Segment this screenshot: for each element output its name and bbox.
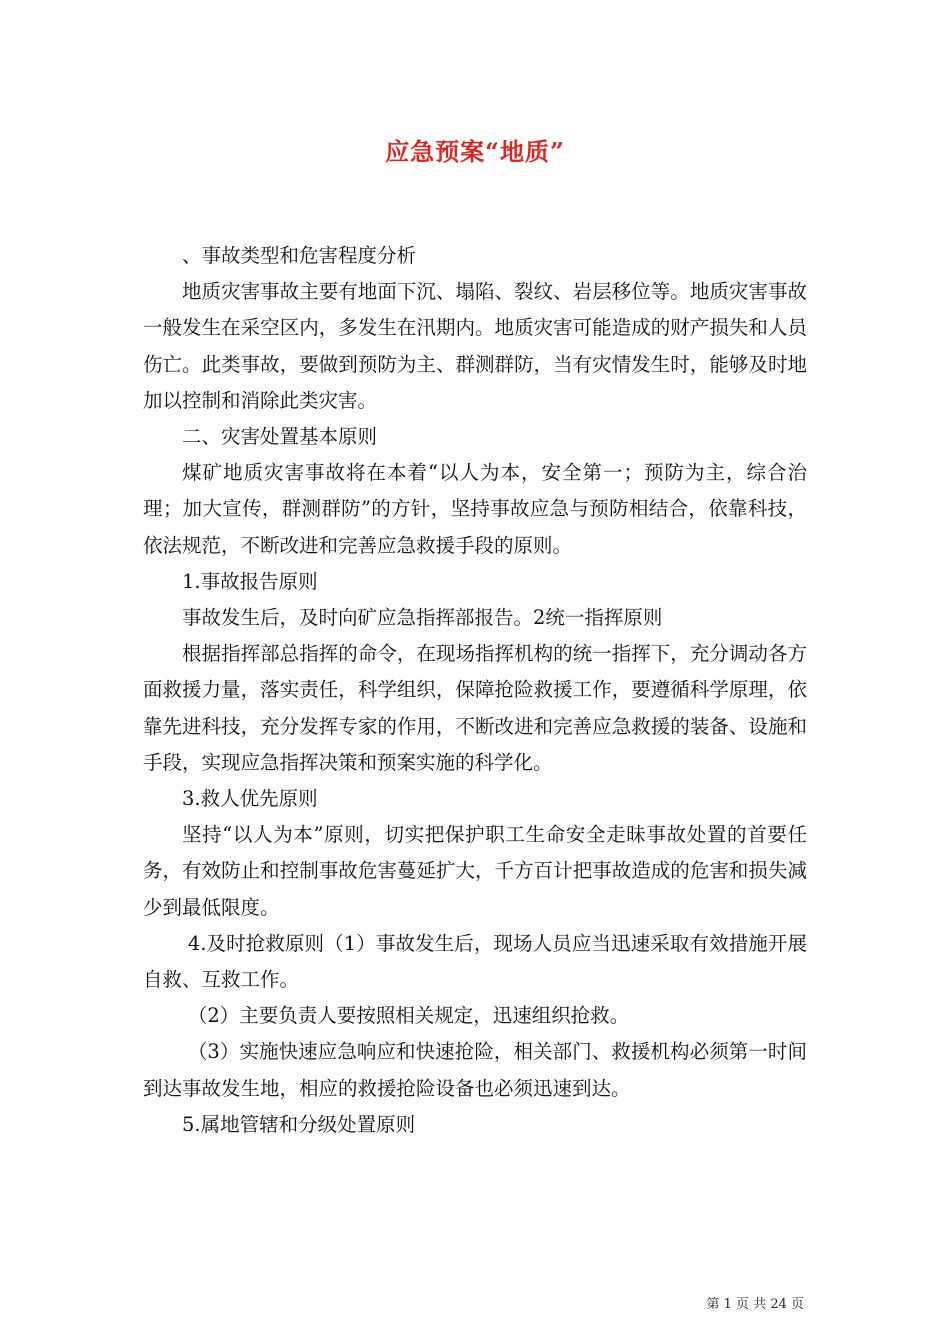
section-heading-principles: 二、灾害处置基本原则 (182, 425, 378, 449)
subheading-report-principle: 1.事故报告原则 (182, 569, 318, 593)
document-title: 应急预案“地质” (385, 137, 565, 166)
page-number: 第 1 页 共 24 页 (706, 1297, 804, 1312)
section-heading-accident-types: 、事故类型和危害程度分析 (182, 244, 417, 267)
paragraph-timely-rescue: 4.及时抢救原则（1）事故发生后，现场人员应当迅速采取有效措施开展自救、互救工作。 (143, 931, 807, 992)
document-body (143, 238, 807, 1143)
paragraph-unified-command: 根据指挥部总指挥的命令，在现场指挥机构的统一指挥下，充分调动各方面救援力量，落实责任，科学组织，保障抢险救援工作，要遵循科学原理，依靠先进科技，充分发挥专家的作用，不断改进和完善应急救援的装备、设施和手段，实现应急指挥决策和预案实施的科学化。 (143, 642, 807, 774)
paragraph-leader-organize: （2）主要负责人要按照相关规定，迅速组织抢救。 (187, 1004, 630, 1028)
paragraph-hazard-description: 地质灾害事故主要有地面下沉、塌陷、裂纹、岩层移位等。地质灾害事故一般发生在采空区内，多发生在汛期内。地质灾害可能造成的财产损失和人员伤亡。此类事故，要做到预防为主、群测群防，当有灾情发生时，能够及时地加以控制和消除此类灾害。 (143, 280, 807, 412)
paragraph-fast-response: （3）实施快速应急响应和快速抢险，相关部门、救援机构必须第一时间到达事故发生地，相应的救援抢险设备也必须迅速到达。 (143, 1040, 807, 1100)
subheading-territorial-jurisdiction: 5.属地管辖和分级处置原则 (182, 1112, 416, 1136)
subheading-rescue-priority: 3.救人优先原则 (182, 787, 318, 811)
paragraph-report-principle: 事故发生后，及时向矿应急指挥部报告。2统一指挥原则 (182, 606, 663, 630)
paragraph-rescue-priority: 坚持“以人为本”原则，切实把保护职工生命安全走昧事故处置的首要任务，有效防止和控制事故危害蔓延扩大，千方百计把事故造成的危害和损失减少到最低限度。 (143, 823, 807, 919)
paragraph-principles-policy: 煤矿地质灾害事故将在本着“以人为本，安全第一；预防为主，综合治理；加大宣传，群测群防”的方针，坚持事故应急与预防相结合，依靠科技，依法规范，不断改进和完善应急救援手段的原则。 (143, 461, 807, 557)
